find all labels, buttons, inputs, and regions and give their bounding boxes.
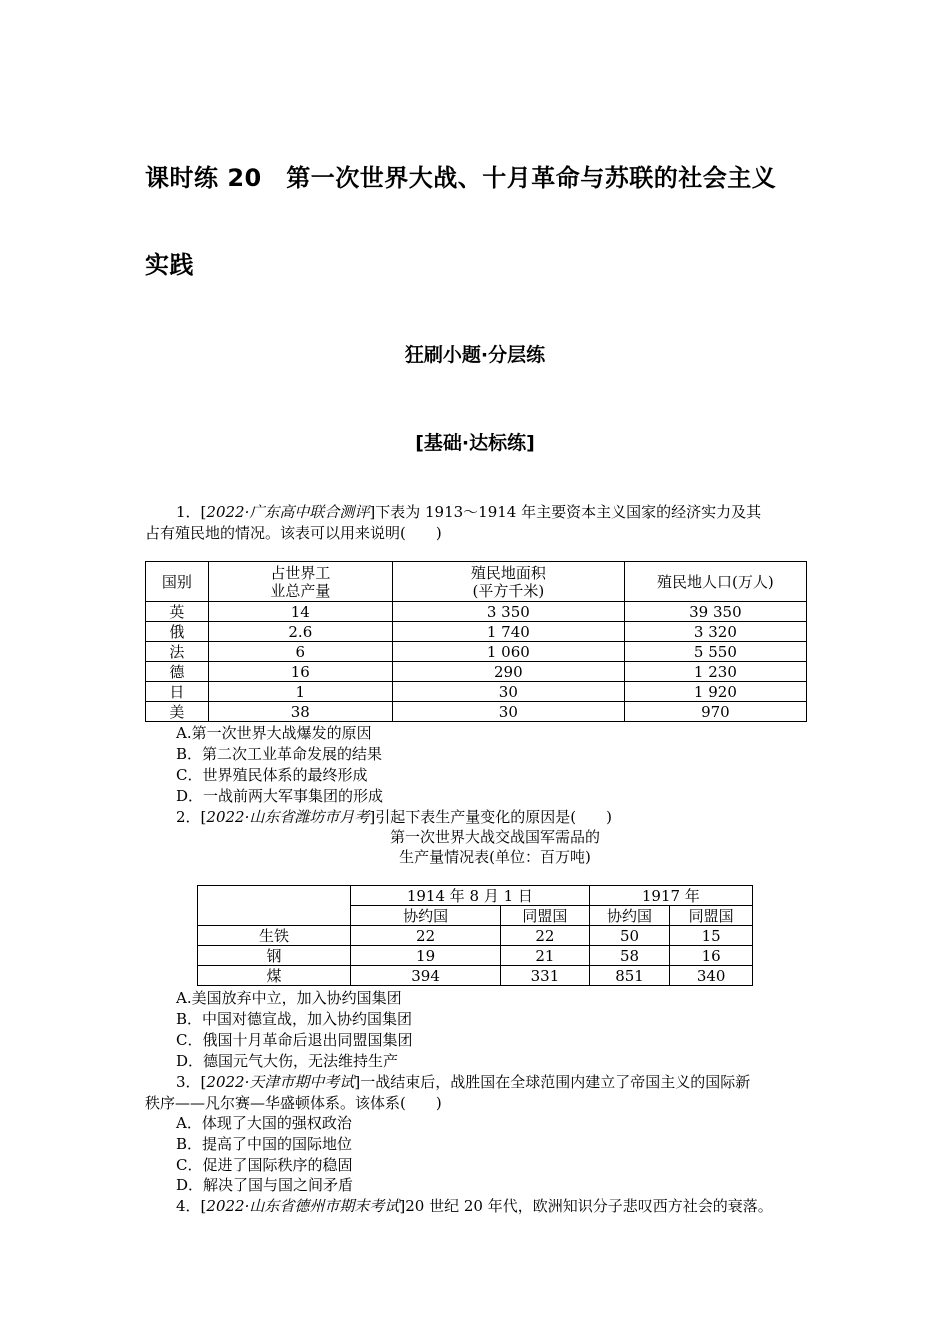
table-cell: 30: [392, 682, 624, 702]
q1-stem-line2: 占有殖民地的情况。该表可以用来说明( ): [145, 524, 442, 542]
table-cell: 340: [670, 966, 753, 986]
table-cell: 16: [670, 946, 753, 966]
q2-option-a: A.美国放弃中立，加入协约国集团: [176, 989, 402, 1007]
table-row: [146, 702, 807, 722]
table-cell: 同盟国: [670, 906, 753, 926]
subtitle: 狂刷小题·分层练: [404, 344, 546, 366]
table-cell: 50: [589, 926, 670, 946]
table-cell: 851: [589, 966, 670, 986]
table-cell: 煤: [198, 966, 351, 986]
table-cell: 生铁: [198, 926, 351, 946]
q2-option-c: C．俄国十月革命后退出同盟国集团: [176, 1031, 413, 1049]
header-cell: 国别: [146, 562, 209, 602]
table-cell: 14: [208, 602, 392, 622]
table-cell: 22: [351, 926, 501, 946]
q1-option-d: D．一战前两大军事集团的形成: [176, 787, 384, 805]
header-cell-empty: [198, 886, 351, 926]
table-row: [146, 682, 807, 702]
table-header-row: [146, 562, 807, 602]
q3-option-d: D．解决了国与国之间矛盾: [176, 1176, 354, 1194]
table-cell: 5 550: [624, 642, 806, 662]
table-cell: 1 230: [624, 662, 806, 682]
table-cell: 1 060: [392, 642, 624, 662]
table-cell: 1: [208, 682, 392, 702]
header-cell: 殖民地人口(万人): [624, 562, 806, 602]
header-cell: 殖民地面积 (平方千米): [392, 562, 624, 602]
table-cell: 法: [146, 642, 209, 662]
q2-table: [197, 885, 753, 986]
table-row: [146, 642, 807, 662]
q2-option-b: B．中国对德宣战，加入协约国集团: [176, 1010, 413, 1028]
q1-source: 2022·广东高中联合测评: [206, 503, 370, 521]
table-cell: 3 350: [392, 602, 624, 622]
table-cell: 6: [208, 642, 392, 662]
table-cell: 30: [392, 702, 624, 722]
q4-stem: 4．[2022·山东省德州市期末考试]20 世纪 20 年代，欧洲知识分子悲叹西方社会的衰落。: [176, 1197, 773, 1215]
q2-source: 2022·山东省潍坊市月考: [206, 808, 370, 826]
table-cell: 15: [670, 926, 753, 946]
q3-option-c: C．促进了国际秩序的稳固: [176, 1156, 353, 1174]
table-row: [146, 602, 807, 622]
table-cell: 21: [501, 946, 590, 966]
q2-table-caption-line2: 生产量情况表(单位：百万吨): [399, 848, 591, 866]
table-cell: 16: [208, 662, 392, 682]
table-header-row: [198, 886, 753, 906]
table-cell: 970: [624, 702, 806, 722]
q2-option-d: D．德国元气大伤，无法维持生产: [176, 1052, 399, 1070]
table-cell: 1 740: [392, 622, 624, 642]
q3-option-a: A．体现了大国的强权政治: [176, 1114, 352, 1132]
q1-option-a: A.第一次世界大战爆发的原因: [176, 724, 372, 742]
table-row: [198, 966, 753, 986]
table-cell: 394: [351, 966, 501, 986]
table-cell: 1 920: [624, 682, 806, 702]
page-title-continued: 实践: [145, 251, 194, 279]
q3-stem-line2: 秩序——凡尔赛—华盛顿体系。该体系( ): [145, 1094, 442, 1112]
q3-option-b: B．提高了中国的国际地位: [176, 1135, 353, 1153]
table-cell: 协约国: [351, 906, 501, 926]
table-cell: 俄: [146, 622, 209, 642]
table-cell: 协约国: [589, 906, 670, 926]
q2-table-caption-line1: 第一次世界大战交战国军需品的: [389, 828, 600, 846]
table-cell: 美: [146, 702, 209, 722]
table-cell: 58: [589, 946, 670, 966]
q2-stem: 2．[2022·山东省潍坊市月考]引起下表生产量变化的原因是( ): [176, 808, 612, 826]
table-cell: 331: [501, 966, 590, 986]
table-cell: 39 350: [624, 602, 806, 622]
table-cell: 德: [146, 662, 209, 682]
table-cell: 22: [501, 926, 590, 946]
table-cell: 英: [146, 602, 209, 622]
table-cell: 3 320: [624, 622, 806, 642]
table-cell: 同盟国: [501, 906, 590, 926]
table-row: [198, 926, 753, 946]
q1-option-c: C．世界殖民体系的最终形成: [176, 766, 368, 784]
table-cell: 2.6: [208, 622, 392, 642]
table-row: [146, 662, 807, 682]
page-title: 课时练 20 第一次世界大战、十月革命与苏联的社会主义: [145, 164, 777, 192]
q1-option-b: B．第二次工业革命发展的结果: [176, 745, 383, 763]
table-row: [198, 946, 753, 966]
q3-source: 2022·天津市期中考试: [206, 1073, 355, 1091]
q1-stem-line1: 1．[2022·广东高中联合测评]下表为 1913～1914 年主要资本主义国家的经济实力及其: [176, 503, 762, 521]
header-cell: 占世界工 业总产量: [208, 562, 392, 602]
header-cell: 1914 年 8 月 1 日: [351, 886, 590, 906]
header-cell: 1917 年: [589, 886, 752, 906]
table-cell: 290: [392, 662, 624, 682]
q4-source: 2022·山东省德州市期末考试: [206, 1197, 400, 1215]
table-row: [146, 622, 807, 642]
table-cell: 38: [208, 702, 392, 722]
table-cell: 钢: [198, 946, 351, 966]
section-heading: [基础·达标练]: [415, 432, 535, 454]
q3-stem-line1: 3．[2022·天津市期中考试]一战结束后，战胜国在全球范围内建立了帝国主义的国际新: [176, 1073, 751, 1091]
q1-table: [145, 561, 807, 722]
table-cell: 日: [146, 682, 209, 702]
table-cell: 19: [351, 946, 501, 966]
